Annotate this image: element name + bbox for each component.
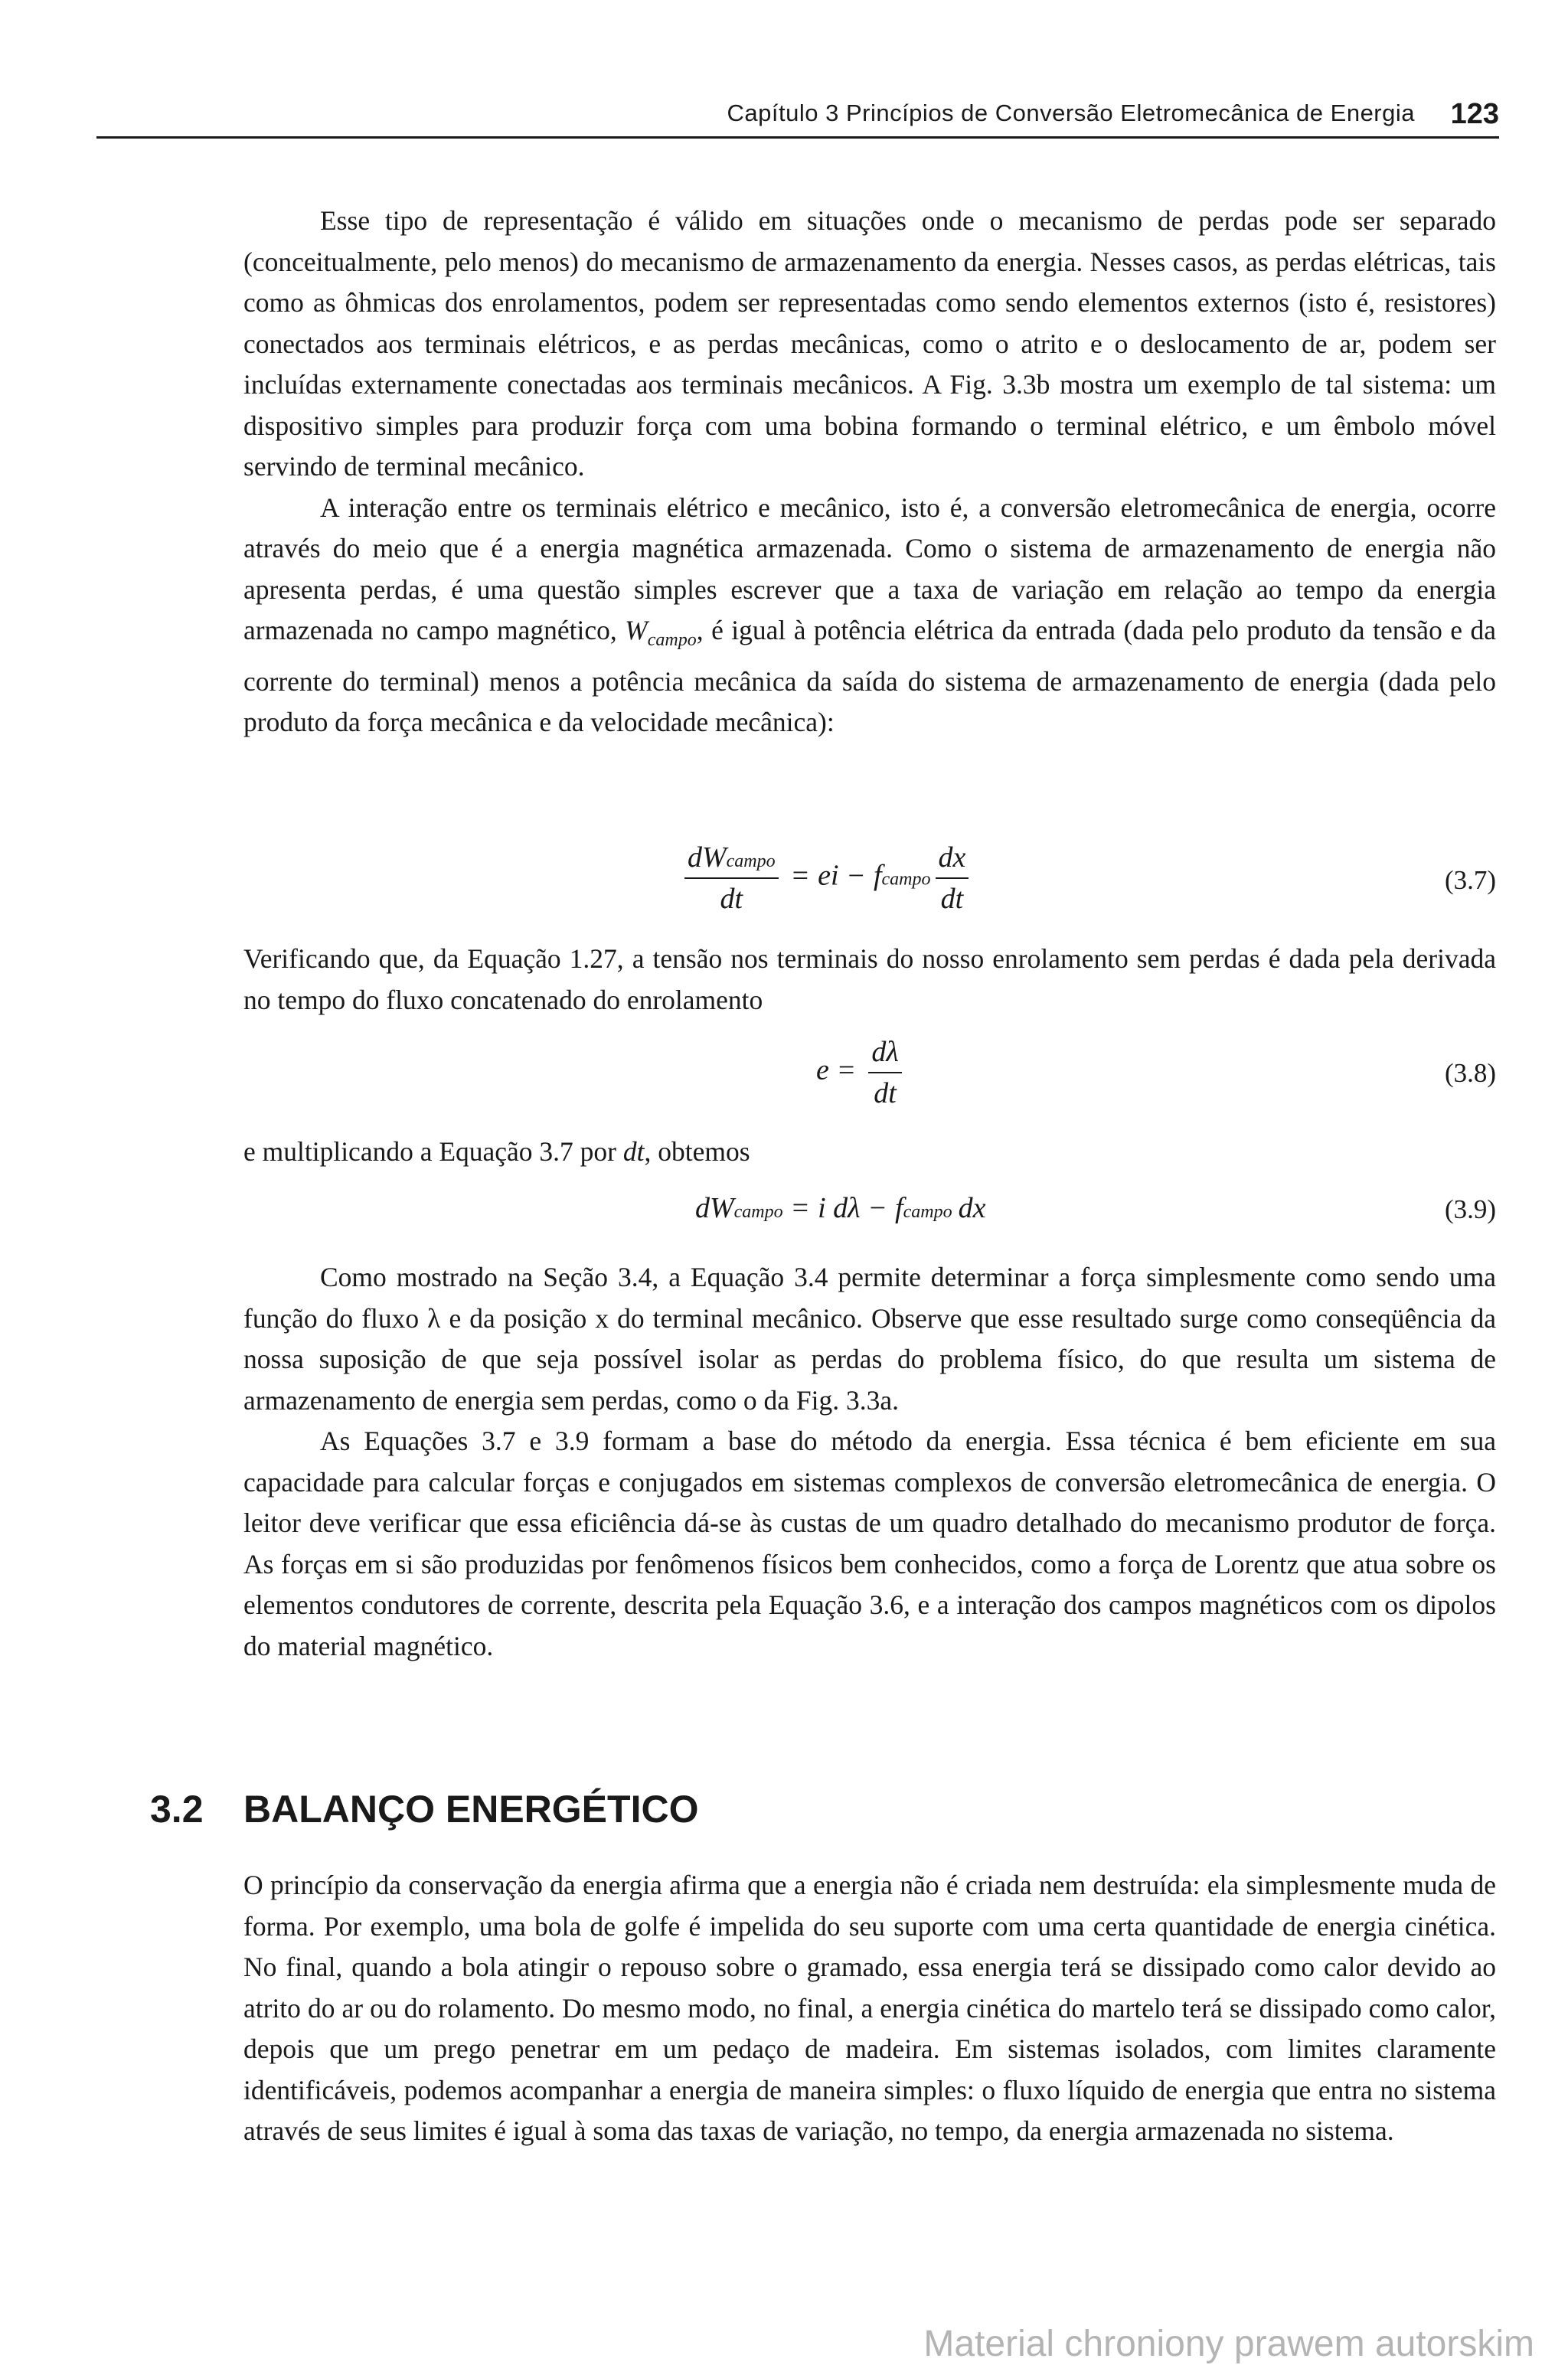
section-number: 3.2 [150, 1788, 204, 1831]
section-heading [150, 1787, 698, 1831]
w-campo-subscript: campo [647, 630, 697, 651]
equation-3-7-number: (3.7) [1444, 865, 1496, 895]
eq38-numerator: dλ [871, 1036, 899, 1068]
paragraph-2-part-a: A interação entre os terminais elétrico e mecânico, isto é, a conversão eletromecânica de energia, ocorre através do meio que é a energia magnética armazenada. Como o sistema de armazenamento de energia não apresenta perdas, é uma questão simples escrever que a taxa de variação em relação ao tempo da energia armazenada no campo magnético, [243, 492, 1496, 645]
eq38-lhs: e [816, 1053, 829, 1086]
watermark: Material chroniony prawem autorskim [923, 2324, 1534, 2364]
eq37-rhs-denominator: dt [936, 877, 969, 916]
eq37-rhs-fraction [936, 841, 969, 916]
eq37-f-subscript: campo [881, 869, 931, 890]
eq39-dw-subscript: campo [733, 1202, 783, 1222]
equation-3-8 [243, 1035, 1496, 1119]
paragraph-4 [243, 1132, 1496, 1173]
eq37-rhs-numerator: dx [938, 841, 966, 874]
eq37-equals: = [792, 859, 809, 892]
eq37-minus: − [848, 859, 864, 892]
eq39-f-subscript: campo [903, 1202, 952, 1222]
running-header [96, 98, 1499, 141]
eq37-lhs-numerator: dW [688, 841, 727, 874]
page-number: 123 [1450, 98, 1499, 130]
equation-3-9-number: (3.9) [1444, 1194, 1496, 1224]
equation-3-8-number: (3.8) [1444, 1058, 1496, 1088]
text-block-4 [243, 1257, 1496, 1667]
dt-symbol: dt [622, 1136, 645, 1167]
paragraph-4-part-b: , obtemos [644, 1136, 750, 1167]
eq38-equals: = [838, 1053, 855, 1086]
header-rule [96, 136, 1499, 139]
eq39-dx: dx [958, 1192, 986, 1224]
equation-3-9 [243, 1188, 1496, 1234]
paragraph-7: O princípio da conservação da energia afirma que a energia não é criada nem destruída: ela simplesmente muda de forma. Por exemplo, uma bola de golfe é impelida do seu suporte com uma certa quantidade de energia cinética. No final, quando a bola atingir o repouso sobre o gramado, essa energia terá se dissipado como calor devido ao atrito do ar ou do rolamento. Do mesmo modo, no final, a energia cinética do martelo terá se dissipado como calor, depois que um prego penetrar em um pedaço de madeira. Em sistemas isolados, com limites claramente identificáveis, podemos acompanhar a energia de maneira simples: o fluxo líquido de energia que entra no sistema através de seus limites é igual à soma das taxas de variação, no tempo, da energia armazenada no sistema. [243, 1870, 1496, 2146]
paragraph-5: Como mostrado na Seção 3.4, a Equação 3.4 permite determinar a força simplesmente como sendo uma função do fluxo λ e da posição x do terminal mecânico. Observe que esse resultado surge como conseqüência da nossa suposição de que seja possível isolar as perdas do problema físico, do que resulta um sistema de armazenamento de energia sem perdas, como o da Fig. 3.3a. [243, 1262, 1496, 1416]
running-title: Capítulo 3 Princípios de Conversão Eletromecânica de Energia [727, 100, 1415, 126]
w-campo-symbol: W [625, 615, 648, 645]
eq38-fraction [868, 1035, 901, 1110]
eq39-minus: − [869, 1192, 887, 1224]
eq37-ei: ei [818, 859, 839, 892]
text-block-3 [243, 1132, 1496, 1173]
eq37-lhs-subscript: campo [726, 851, 776, 871]
eq39-f: f [895, 1192, 903, 1224]
text-block-2 [243, 939, 1496, 1021]
eq37-lhs-fraction [684, 841, 779, 916]
equation-3-7-expression [680, 841, 973, 916]
equation-3-9-expression [695, 1191, 985, 1225]
text-block-5 [243, 1865, 1496, 2152]
paragraph-2 [243, 488, 1496, 743]
paragraph-6: As Equações 3.7 e 3.9 formam a base do método da energia. Essa técnica é bem eficiente em sua capacidade para calcular forças e conjugados em sistemas complexos de conversão eletromecânica de energia. O leitor deve verificar que essa eficiência dá-se às custas de um quadro detalhado do mecanismo produtor de força. As forças em si são produzidas por fenômenos físicos bem conhecidos, como a força de Lorentz que atua sobre os elementos condutores de corrente, descrita pela Equação 3.6, e a interação dos campos magnéticos com os dipolos do material magnético. [243, 1426, 1496, 1661]
text-block-1 [243, 201, 1496, 743]
equation-3-8-expression [816, 1035, 906, 1110]
paragraph-3: Verificando que, da Equação 1.27, a tensão nos terminais do nosso enrolamento sem perdas é dada pela derivada no tempo do fluxo concatenado do enrolamento [243, 943, 1496, 1015]
eq38-denominator: dt [868, 1072, 901, 1110]
eq39-equals: = [792, 1192, 809, 1224]
equation-3-7 [243, 841, 1496, 925]
eq39-dw: dW [695, 1192, 734, 1224]
eq37-f: f [873, 859, 882, 892]
paragraph-2-part-b: , é igual à potência elétrica da entrada (dada pelo produto da tensão e da corrente do terminal) menos a potência mecânica da saída do sistema de armazenamento de energia (dada pelo produto da força mecânica e da velocidade mecânica): [243, 615, 1496, 738]
eq39-idlambda: i dλ [818, 1192, 861, 1224]
paragraph-1: Esse tipo de representação é válido em situações onde o mecanismo de perdas pode ser separado (conceitualmente, pelo menos) do mecanismo de armazenamento da energia. Nesses casos, as perdas elétricas, tais como as ôhmicas dos enrolamentos, podem ser representadas como sendo elementos externos (isto é, resistores) conectados aos terminais elétricos, e as perdas mecânicas, como o atrito e o deslocamento de ar, podem ser incluídas externamente conectadas aos terminais mecânicos. A Fig. 3.3b mostra um exemplo de tal sistema: um dispositivo simples para produzir força com uma bobina formando o terminal elétrico, e um êmbolo móvel servindo de terminal mecânico. [243, 205, 1496, 482]
eq37-lhs-denominator: dt [684, 877, 779, 916]
section-title: BALANÇO ENERGÉTICO [243, 1788, 699, 1831]
paragraph-4-part-a: e multiplicando a Equação 3.7 por [243, 1136, 623, 1167]
